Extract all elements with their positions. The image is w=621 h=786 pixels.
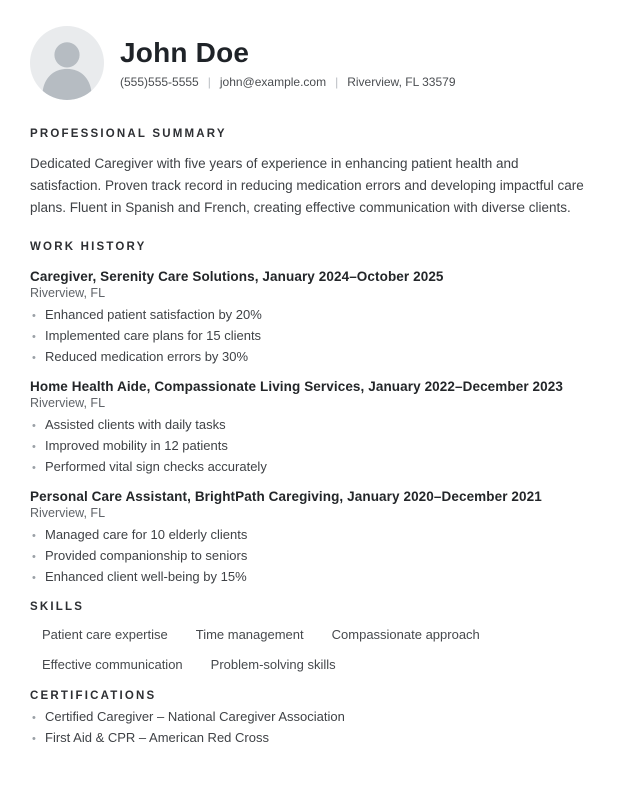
- job-bullet-item: • Improved mobility in 12 patients: [30, 439, 590, 453]
- section-certifications: [30, 690, 590, 745]
- skill-item: Effective communication: [42, 657, 183, 672]
- professional-summary-text: Dedicated Caregiver with five years of experience in enhancing patient health and satisfaction. Proven track record in reducing medication errors and developing impactful care plans. Fluent in Spanish and French, creating effective communication with diverse clients.: [30, 156, 584, 215]
- skill-item: Compassionate approach: [331, 627, 480, 642]
- professional-summary-heading: PROFESSIONAL SUMMARY: [30, 128, 227, 140]
- contact-location: Riverview, FL 33579: [347, 75, 456, 89]
- skills-heading: SKILLS: [30, 601, 85, 613]
- work-history-heading: WORK HISTORY: [30, 241, 147, 253]
- certifications-list: [30, 710, 590, 745]
- section-skills: [30, 601, 590, 673]
- job-bullet-item: • Reduced medication errors by 30%: [30, 350, 590, 364]
- job-bullet-item: • Performed vital sign checks accurately: [30, 460, 590, 474]
- certifications-heading: CERTIFICATIONS: [30, 690, 157, 702]
- job-location: Riverview, FL: [30, 286, 106, 300]
- work-history-jobs: [30, 268, 590, 584]
- job-entry: [30, 268, 590, 364]
- contact-separator: |: [207, 75, 211, 89]
- person-silhouette-icon: [30, 26, 104, 100]
- section-work-history: [30, 241, 590, 584]
- job-bullet-item: • Enhanced client well-being by 15%: [30, 570, 590, 584]
- skills-list: [42, 627, 512, 673]
- job-entry: [30, 378, 590, 474]
- contact-phone: (555)555-5555: [120, 75, 199, 89]
- identity-block: [120, 37, 456, 89]
- skill-item: Time management: [195, 627, 304, 642]
- contact-separator: |: [335, 75, 339, 89]
- job-bullet-item: • Implemented care plans for 15 clients: [30, 329, 590, 343]
- avatar: [30, 26, 104, 100]
- job-entry: [30, 488, 590, 584]
- contact-email: john@example.com: [219, 75, 327, 89]
- job-location: Riverview, FL: [30, 396, 106, 410]
- job-bullet-item: • Managed care for 10 elderly clients: [30, 528, 590, 542]
- job-bullet-item: • Assisted clients with daily tasks: [30, 418, 590, 432]
- job-title: Home Health Aide, Compassionate Living Services, January 2022–December 2023: [30, 379, 563, 394]
- job-bullets: [30, 308, 590, 364]
- section-professional-summary: [30, 128, 590, 219]
- skill-item: Problem-solving skills: [210, 657, 336, 672]
- contact-line: [120, 75, 456, 89]
- candidate-name: John Doe: [120, 37, 250, 68]
- job-bullet-item: • Enhanced patient satisfaction by 20%: [30, 308, 590, 322]
- resume-header: [30, 26, 590, 100]
- job-bullet-item: • Provided companionship to seniors: [30, 549, 590, 563]
- job-title: Personal Care Assistant, BrightPath Caregiving, January 2020–December 2021: [30, 489, 542, 504]
- job-bullets: [30, 528, 590, 584]
- certification-item: • First Aid & CPR – American Red Cross: [30, 731, 590, 745]
- job-title: Caregiver, Serenity Care Solutions, January 2024–October 2025: [30, 269, 444, 284]
- job-bullets: [30, 418, 590, 474]
- certification-item: • Certified Caregiver – National Caregiver Association: [30, 710, 590, 724]
- skill-item: Patient care expertise: [42, 627, 168, 642]
- job-location: Riverview, FL: [30, 506, 106, 520]
